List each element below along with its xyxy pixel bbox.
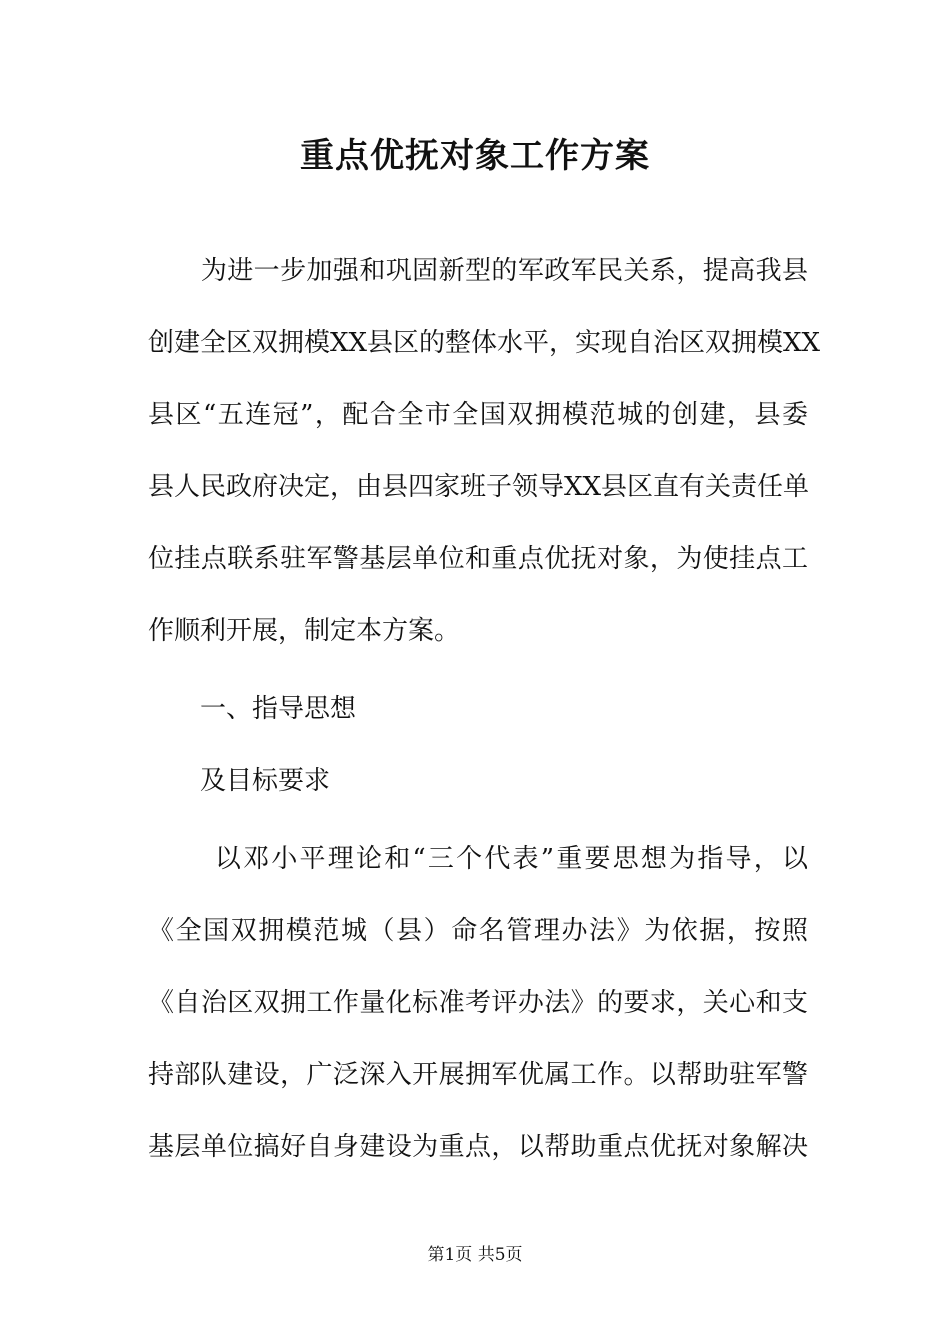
body-line: 作顺利开展，制定本方案。: [148, 616, 461, 646]
body-line: 创建全区双拥模XX县区的整体水平，实现自治区双拥模XX: [148, 328, 821, 358]
body-line: 县区“五连冠”，配合全市全国双拥模范城的创建，县委: [148, 400, 808, 430]
body-line: 《自治区双拥工作量化标准考评办法》的要求，关心和支: [148, 988, 808, 1018]
document-title: 重点优抚对象工作方案: [300, 136, 650, 176]
section-heading: 一、指导思想: [148, 694, 357, 724]
body-line: 县人民政府决定，由县四家班子领导XX县区直有关责任单: [148, 472, 810, 502]
body-line: 持部队建设，广泛深入开展拥军优属工作。以帮助驻军警: [148, 1060, 808, 1090]
page-footer: 第1页 共5页: [427, 1245, 523, 1265]
section-heading-continued: 及目标要求: [148, 766, 331, 796]
body-line: 基层单位搞好自身建设为重点，以帮助重点优抚对象解决: [148, 1132, 808, 1162]
body-line: 以邓小平理论和“三个代表”重要思想为指导，以: [148, 844, 808, 874]
body-line: 位挂点联系驻军警基层单位和重点优抚对象，为使挂点工: [148, 544, 808, 574]
body-line: 为进一步加强和巩固新型的军政军民关系，提高我县: [148, 256, 808, 286]
body-line: 《全国双拥模范城（县）命名管理办法》为依据，按照: [148, 916, 808, 946]
